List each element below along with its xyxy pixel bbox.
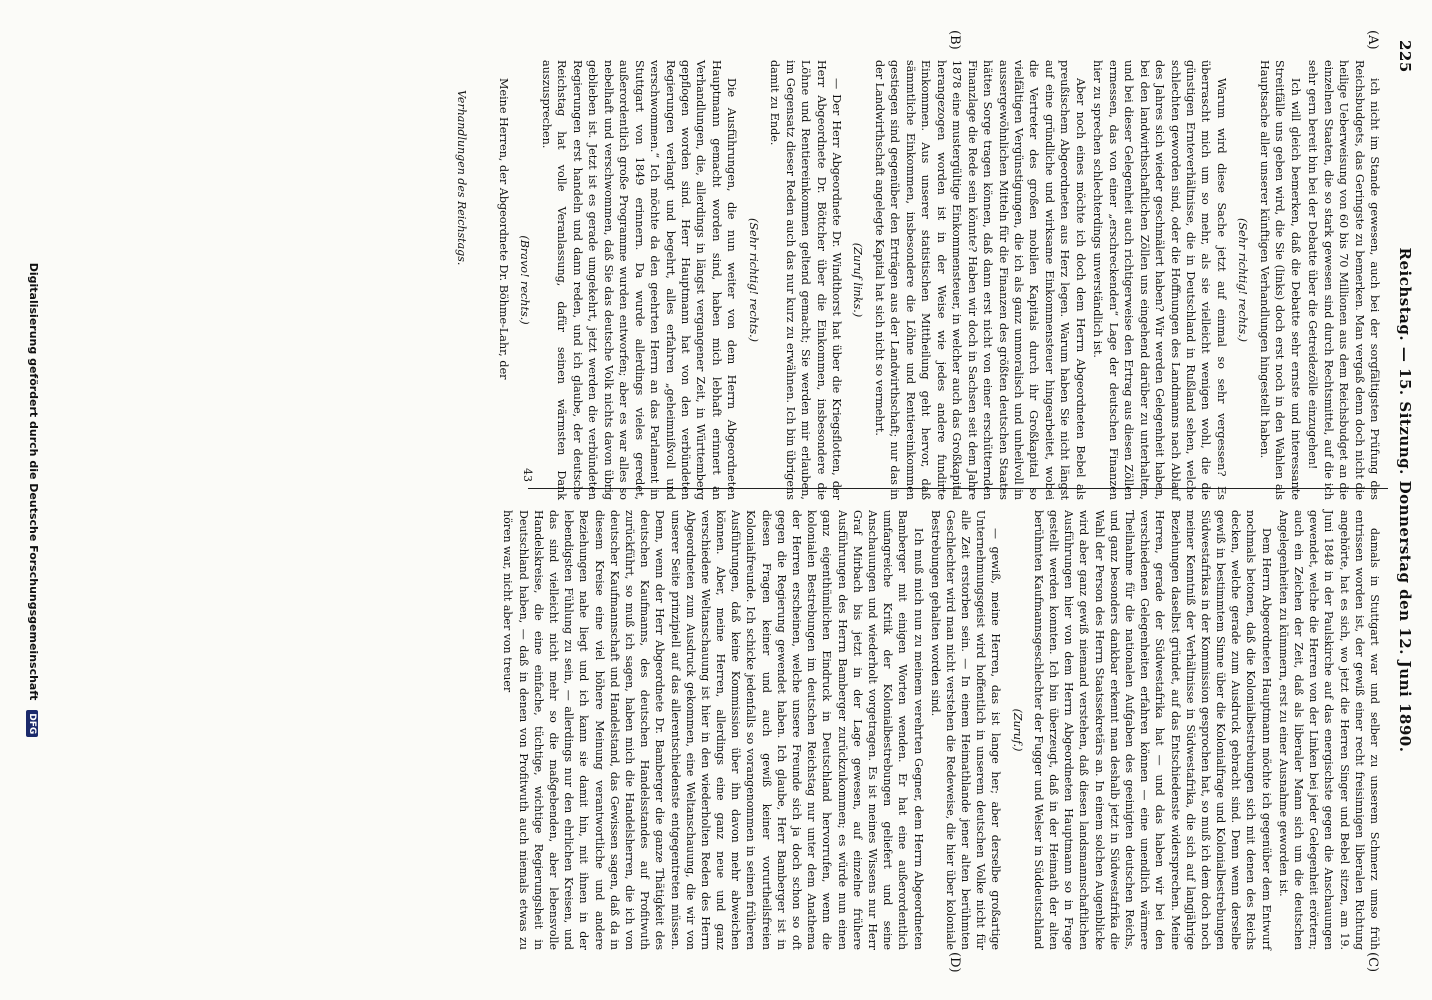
paragraph: (Zuruf links.) xyxy=(851,242,865,318)
signature-line: Verhandlungen des Reichstags. xyxy=(455,90,468,266)
dfg-logo: DFG xyxy=(26,710,38,737)
page-header-number: 225 xyxy=(1396,40,1414,73)
paragraph: ich nicht im Stande gewesen, auch bei der sorgfältigsten Prüfung des Reichsbudgets, das Geringste zu bemerken. Man vergaß denn doch nicht die heilige Ueberweisung von 60 bis 70 Millionen aus dem Reichsbudget an die einzelnen Staaten, die so stark gewesen sind durch Rechtsmittel, auf die ich sehr gern bereit bin bei der Debatte über die Getreidezölle einzugehen! xyxy=(1306,60,1381,500)
paragraph: Aber noch eines möchte ich doch dem Herrn Abgeordneten Bebel als preußischem Abgeordneten aus Herz legen. Warum haben Sie nicht längst auf eine gründliche und wirksame Einkommensteuer hingearbeitet, wobei die Vertreter des großen mobilen Kapitals durch ihr Großkapital so vielfältigen Vergünstigungen, die ich als ganz unmoralisch und unheilvoll in aussergewöhnlichen Mitteln für die Finanzen des größten deutschen Staates hätten Sorge tragen können, daß dann erst nicht von einer erschütternden Finanzlage die Rede sein könnte? Haben wir doch in Sachsen seit dem Jahre 1878 eine mustergültige Einkommensteuer, in welcher auch das Großkapital herangezogen worden ist in der Weise wie jedes andere fundirte Einkommen. Aus unserer statistischen Mittheilung geht hervor, daß sämmtliche Einkommen, insbesondere die Löhne und Rentiereinkommen gestiegen sind gegenüber den Erträgen aus der Landwirthschaft; nur das in der Landwirthschaft angelegte Kapital hat sich nicht so vermehrt. xyxy=(872,60,1087,500)
footer-text: Digitalisierung gefördert durch die Deutsche Forschungsgemeinschaft xyxy=(27,262,40,701)
left-text-column xyxy=(494,60,1382,500)
paragraph: (Bravo! rechts.) xyxy=(518,235,532,325)
margin-marker-b: (B) xyxy=(947,30,962,50)
paragraph: Ich will gleich bemerken, daß die Debatte sehr ernste und interessante Streitfälle uns geben wird, die Sie (links) doch erst noch in den Wahlen als Hauptsache aller unserer künftigen Verhandlungen hingestellt haben. xyxy=(1257,60,1302,500)
paragraph: Die Ausführungen, die nun weiter von dem Herrn Abgeordneten Hauptmann gemacht worden sind, haben mich lebhaft erinnert an Verhandlungen, die, allerdings in längst vergangener Zeit, in Württemberg gepflogen worden sind. Herr Hauptmann hat von den verbündeten Regierungen verlangt und begehrt, alles erfahren „geheimnißvoll und verschwommen.“ Ich möchte da den geehrten Herrn an das Parlament in Stuttgart von 1849 erinnern. Da wurde allerdings vieles geredet, außerordentlich große Programme wurden entworfen; aber es war alles so nebelhaft und verschwommen, daß Sie das deutsche Volk nichts davon übrig geblieben ist. Jetzt ist es gerade umgekehrt, jetzt werden die verbündeten Regierungen erst handeln und dann reden, und ich glaube, der deutsche Reichstag hat volle Veranlassung, dafür seinen wärmsten Dank auszusprechen. xyxy=(539,60,739,500)
paragraph: (Zuruf.) xyxy=(1010,708,1024,752)
margin-marker-d: (D) xyxy=(947,952,962,973)
margin-marker-a: (A) xyxy=(1365,30,1380,50)
paragraph: (Sehr richtig! rechts.) xyxy=(746,217,760,343)
page-number: 43 xyxy=(521,468,534,482)
page-header xyxy=(1390,40,1420,960)
paragraph: — gewiß, meine Herren, das ist lange her; aber derselbe großartige Unternehmungsgeist wird hoffentlich in unserem deutschen Volke nicht für alle Zeit erstorben sein. — In einem Heimathlande jener alten berühmten Geschlechter wird man nicht verstehen die Redeweise, die hier über koloniale Bestrebungen gehalten worden sind. xyxy=(928,510,1003,950)
margin-marker-c: (C) xyxy=(1365,952,1380,973)
paragraph: damals in Stuttgart war und selber zu unserem Schmerz umso früh entrissen worden ist, der gewiß einer recht freisinnigen liberalen Richtung angehörte, hat es sich, wo jetzt die Herren Singer und Bebel sitzen, am 19. Juni 1848 in der Paulskirche auf das energischste gegen die Anschauungen gewendet, welche die Herren von der Linken bei jeder Gelegenheit erörtern; auch ein Zeichen der Zeit, daß als liberaler Mann sich um die deutschen Angelegenheiten zu kümmern, erst zu einer Ausnahme geworden ist. xyxy=(1276,510,1381,950)
paragraph: Warum wird diese Sache jetzt auf einmal so sehr vergessen? Es überrascht mich um so mehr, als sie vielleicht wenigen wohl, die die günstigen Ernteverhältnisse, die in Deutschland in Rußland sehen, welche schlechten geworden sind, oder die Hoffnungen des Landmanns nach Ablauf des Jahres sich wieder geschmälert haben? Wir werden Gelegenheit haben, bei den landwirthschaftlichen Zöllen uns eingehend darüber zu unterhalten, und bei dieser Gelegenheit auch richtigerweise den Ertrag aus diesen Zöllen ermessen, das von einer „erschreckenden“ Lage der deutschen Finanzen hier zu sprechen schlechterdings unverständlich ist. xyxy=(1091,60,1228,500)
paragraph: Meine Herren, der Abgeordnete Dr. Böhme-Lahr, der xyxy=(496,78,510,380)
paragraph: Dem Herrn Abgeordneten Hauptmann möchte ich gegenüber dem Entwurf nochmals betonen, daß die Kolonialbestrebungen sich mit denen des Reichs decken, welche gerade zum Ausdruck gebracht sind. Denn wenn derselbe gewiß in bestimmtem Sinne über die Kolonialfrage und Kolonialbestrebungen Südwestafrikas in der Kommission gesprochen hat, so muß ich dem doch noch meiner Kenntniß der Verhältnisse in Südwestafrika, die sich auf langjährige Beziehungen daselbst gründet, auf das Entschiedenste widersprechen. Meine Herren, gerade der Südwestafrika hat — und das haben wir bei den verschiedenen Gelegenheiten erfahren können — eine unendlich wärmere Theilnahme für die nationalen Aufgaben des geeinigten deutschen Reichs, und ganz besonders dankbar erkennt man deshalb jetzt in Südwestafrika die Wahl der Person des Herrn Staatssekretärs an. In einem solchen Augenblicke wird aber ganz gewiß niemand verstehen, daß diesen landsmannschaftlichen Ausführungen hier von dem Herrn Abgeordneten Hauptmann so in Frage gestellt werden konnten. Ich bin überzeugt, daß in der Heimath der alten berühmten Kaufmannsgeschlechter der Fugger und Welser in Süddeutschland xyxy=(1031,510,1273,950)
right-text-column xyxy=(498,510,1382,950)
digitization-footer xyxy=(26,0,40,1000)
paragraph: Ich muß mich nun zu meinem verehrten Gegner, dem Herrn Abgeordneten Bamberger mit einigen Worten wenden. Er hat eine außerordentlich umfangreiche Kritik der Kolonialbestrebungen geliefert und seine Anschauungen und wiederholt vorgetragen. Es ist meines Wissens nur Herr Graf Mirbach bis jetzt in der Lage gewesen, auf einzelne frühere Ausführungen des Herrn Bamberger zurückzukommen; es würde nun einen ganz eigenthümlichen Eindruck in Deutschland hervorrufen, wenn die kolonialen Bestrebungen im deutschen Reichstag nur unter dem Anathema der Herren erscheinen, welche unsere Freunde sich ja doch schon so oft gegen die Regierung gewendet haben. Ich glaube, Herr Bamberger ist in diesen Fragen keiner und auch gewiß keiner vorurtheilsfreien Kolonialfreunde. Ich schicke jedenfalls so vorangenommen in seinen früheren Ausführungen, daß keine Kommission über ihn davon mehr abweichen können. Aber, meine Herren, allerdings eine ganz neue und ganz verschiedene Weltanschauung ist hier in den wiederholten Reden des Herrn Abgeordneten zum Ausdruck gekommen, eine Weltanschauung, die wir von unserer Seite prinzipiell auf das allerentschiedenste entgegentreten müssen. Denn, wenn der Herr Abgeordnete Dr. Bamberger die ganze Thätigkeit des deutschen Kaufmanns, des deutschen Handelsstandes auf Profitwuth zurückführt, so muß ich sagen, haben mich die Handelsherren, die ich von deutscher Kaufmannschaft und Handelstand, das Gewissen sagen, daß da in diesem Kreise eine viel höhere Meinung verantwortliche und andere Beziehungen nahe liegt und ich kann sie damit hin, mit ihnen in der lebendigsten Fühlung zu sein, — allerdings nur den ehrlichen Kreisen, und das sind vielleicht nicht mehr so die maßgebenden, aber lebensvolle Handelskreise, die eine einfache, tüchtige, wichtige Regierungsheit in Deutschland haben, — daß in denen von Profitwuth auch niemals etwas zu hören war, nicht aber von treuer xyxy=(501,510,925,950)
paragraph: (Sehr richtig! rechts.) xyxy=(1236,217,1250,343)
paragraph: — Der Herr Abgeordnete Dr. Windthorst hat über die Kriegsflotten, der Herr Abgeordnete Dr. Böttcher über die Einkommen, insbesondere die Löhne und Rentiereinkommen geltend gemacht; Sie werden mir erlauben, im Gegensatz dieser Reden auch das nur kurz zu erwähnen. Ich bin übrigens damit zu Ende. xyxy=(768,60,844,500)
page-header-title: Reichstag. — 15. Sitzung. Donnerstag den 12. Juni 1890. xyxy=(1396,247,1414,753)
